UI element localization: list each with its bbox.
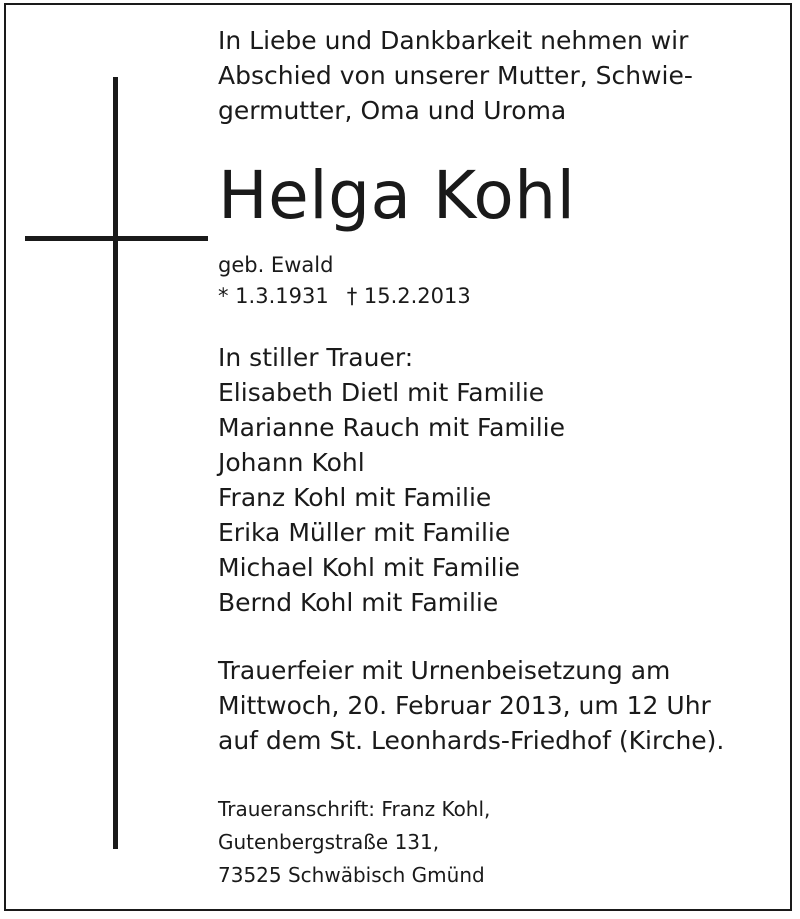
mourner-name: Erika Müller mit Familie [218,518,511,547]
mourner-name: Marianne Rauch mit Familie [218,413,565,442]
mourner-name: Franz Kohl mit Familie [218,483,492,512]
mourner-name: Elisabeth Dietl mit Familie [218,378,545,407]
mourners-heading: In stiller Trauer: [218,343,414,372]
obituary-frame [4,3,792,911]
mourner-name: Bernd Kohl mit Familie [218,588,499,617]
intro-line: Abschied von unserer Mutter, Schwie- [218,61,693,90]
birth-date: * 1.3.1931 [218,284,329,308]
address-line: 73525 Schwäbisch Gmünd [218,863,485,887]
intro-line: germutter, Oma und Uroma [218,96,567,125]
address-line: Traueranschrift: Franz Kohl, [218,797,491,821]
ceremony-line: Trauerfeier mit Urnenbeisetzung am [218,656,671,685]
cross-icon-horizontal-bar [25,236,208,241]
birth-name: geb. Ewald [218,253,334,277]
life-dates [218,283,471,309]
address-line: Gutenbergstraße 131, [218,830,440,854]
ceremony-line: Mittwoch, 20. Februar 2013, um 12 Uhr [218,691,711,720]
mourner-name: Johann Kohl [218,448,365,477]
cross-icon-vertical-bar [113,77,118,849]
deceased-name: Helga Kohl [218,157,576,234]
mourner-name: Michael Kohl mit Familie [218,553,520,582]
death-date: † 15.2.2013 [346,284,471,308]
intro-line: In Liebe und Dankbarkeit nehmen wir [218,26,689,55]
ceremony-line: auf dem St. Leonhards-Friedhof (Kirche). [218,726,725,755]
